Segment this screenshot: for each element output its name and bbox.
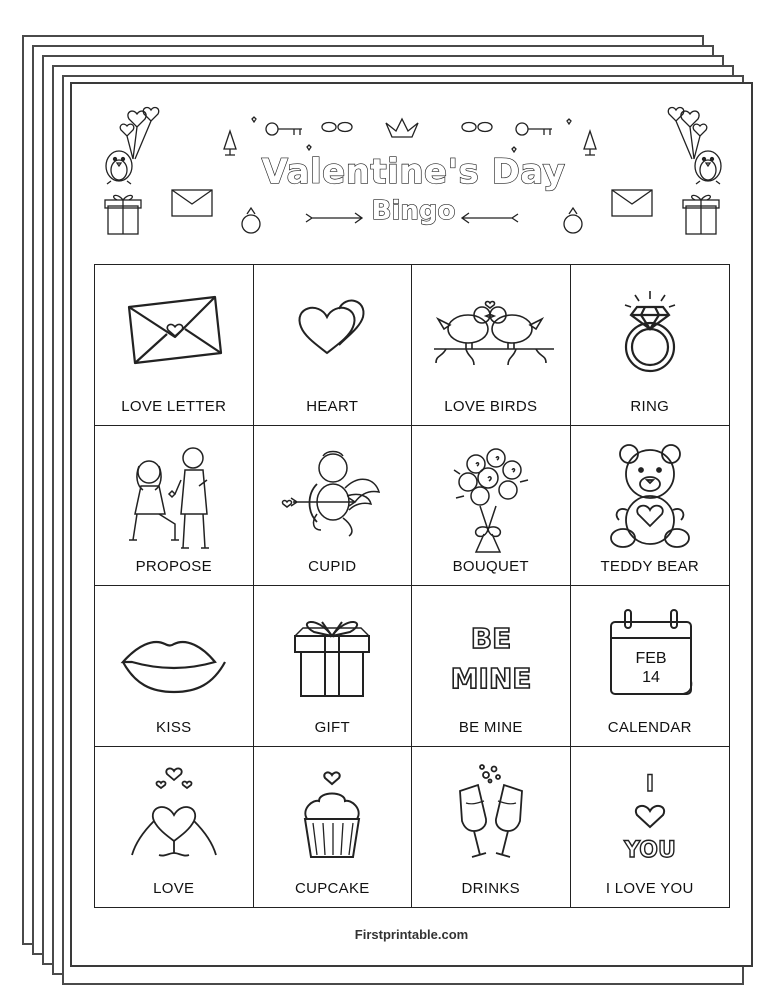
envelope-icon bbox=[119, 279, 229, 384]
bingo-cell-love[interactable] bbox=[95, 747, 254, 908]
bingo-cell-ring[interactable] bbox=[571, 265, 730, 426]
i-love-you-icon bbox=[595, 761, 705, 871]
double-heart-icon bbox=[277, 279, 387, 384]
bingo-cell-love-letter[interactable] bbox=[95, 265, 254, 426]
diamond-ring-icon bbox=[595, 279, 705, 384]
cell-label: CALENDAR bbox=[607, 718, 692, 736]
you-text: YOU bbox=[623, 837, 676, 863]
cell-label: GIFT bbox=[314, 718, 350, 736]
lips-icon bbox=[119, 600, 229, 705]
cupid-icon bbox=[277, 440, 387, 555]
cell-label: LOVE BIRDS bbox=[444, 397, 538, 415]
bingo-cell-drinks[interactable] bbox=[412, 747, 571, 908]
bingo-grid bbox=[94, 264, 730, 908]
cell-label: I LOVE YOU bbox=[605, 880, 694, 897]
bingo-cell-gift[interactable] bbox=[254, 586, 413, 747]
rose-bouquet-icon bbox=[436, 440, 546, 555]
gift-box-icon bbox=[277, 600, 387, 705]
calendar-day: 14 bbox=[641, 669, 660, 686]
cell-label: PROPOSE bbox=[135, 558, 212, 575]
teddy-bear-icon bbox=[595, 440, 705, 555]
heart-hands-icon bbox=[119, 761, 229, 871]
cell-label: CUPID bbox=[308, 558, 357, 575]
page-title: Valentine's Day bbox=[261, 152, 566, 192]
bingo-cell-kiss[interactable] bbox=[95, 586, 254, 747]
bingo-cell-bouquet[interactable] bbox=[412, 426, 571, 587]
bingo-cell-heart[interactable] bbox=[254, 265, 413, 426]
be-mine-text-icon bbox=[436, 600, 546, 705]
bingo-cell-love-birds[interactable] bbox=[412, 265, 571, 426]
bingo-cell-teddy-bear[interactable] bbox=[571, 426, 730, 587]
bingo-cell-propose[interactable] bbox=[95, 426, 254, 587]
bingo-cell-calendar[interactable] bbox=[571, 586, 730, 747]
champagne-toast-icon bbox=[436, 761, 546, 871]
calendar-icon bbox=[595, 600, 705, 705]
page-subtitle: Bingo bbox=[371, 196, 456, 226]
header bbox=[72, 84, 755, 259]
cell-label: BOUQUET bbox=[452, 558, 529, 575]
cell-label: DRINKS bbox=[461, 880, 520, 897]
be-text: BE bbox=[470, 622, 511, 655]
i-text: I bbox=[645, 771, 654, 797]
bingo-card-page bbox=[70, 82, 753, 967]
cell-label: CUPCAKE bbox=[294, 880, 370, 897]
cell-label: LOVE bbox=[153, 880, 195, 897]
cell-label: KISS bbox=[156, 718, 192, 736]
cupcake-icon bbox=[277, 761, 387, 871]
bingo-cell-be-mine[interactable] bbox=[412, 586, 571, 747]
love-birds-icon bbox=[426, 279, 556, 384]
calendar-month: FEB bbox=[635, 650, 667, 667]
cell-label: TEDDY BEAR bbox=[600, 558, 700, 575]
footer-website: Firstprintable.com bbox=[354, 927, 469, 942]
cell-label: LOVE LETTER bbox=[121, 397, 227, 415]
heart-icon bbox=[636, 805, 664, 826]
cell-label: BE MINE bbox=[458, 718, 523, 736]
bingo-cell-cupid[interactable] bbox=[254, 426, 413, 587]
propose-couple-icon bbox=[119, 440, 229, 555]
bingo-cell-i-love-you[interactable] bbox=[571, 747, 730, 908]
cell-label: HEART bbox=[306, 397, 359, 415]
cell-label: RING bbox=[630, 397, 670, 415]
bingo-cell-cupcake[interactable] bbox=[254, 747, 413, 908]
mine-text: MINE bbox=[450, 662, 532, 695]
